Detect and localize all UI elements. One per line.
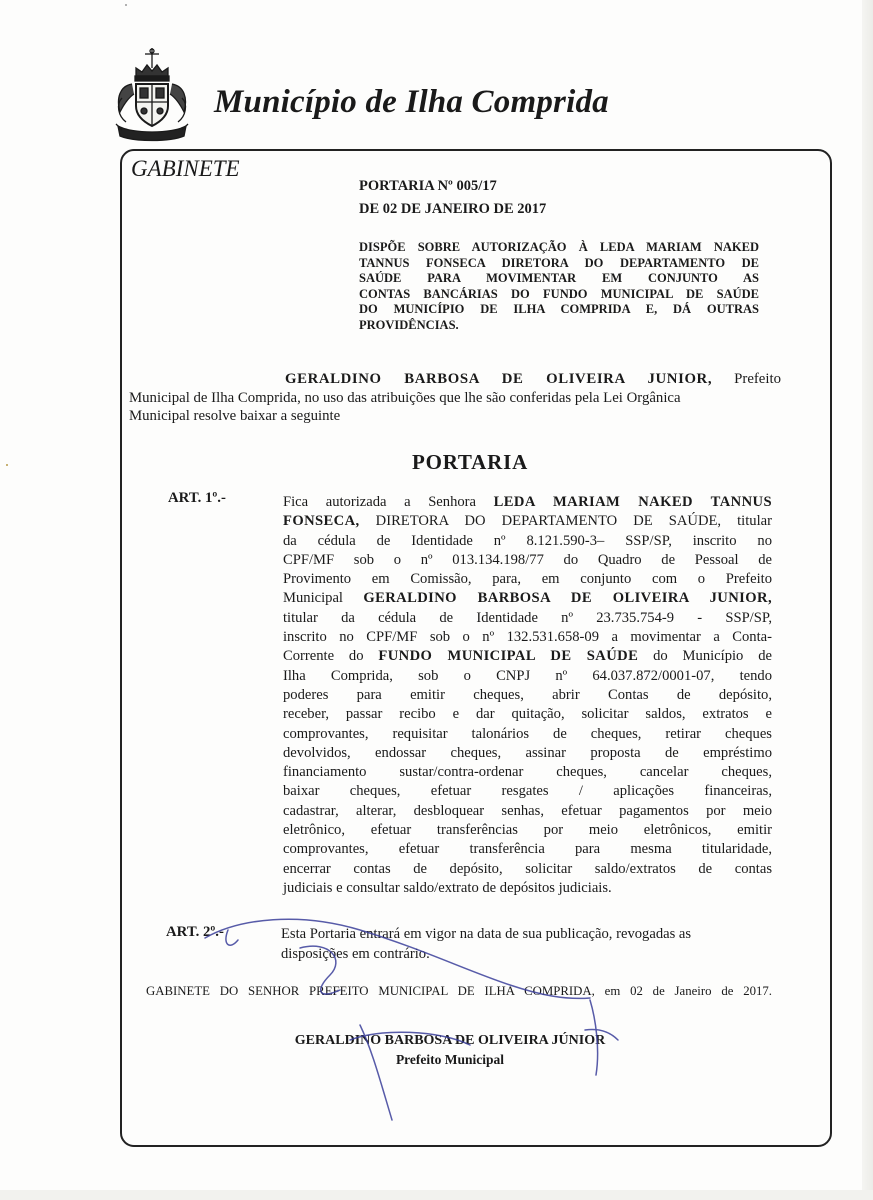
mayor-title: Prefeito xyxy=(734,371,781,387)
article-2-body xyxy=(281,925,771,964)
article-line: CPF/MF sob o nº 013.134.198/77 do Quadro de Pessoal de xyxy=(283,551,772,568)
ementa-line: DO MUNICÍPIO DE ILHA COMPRIDA E, DÁ OUTRAS xyxy=(359,302,759,316)
article-text: Municipal xyxy=(283,590,343,607)
intro-line: Municipal de Ilha Comprida, no uso das atribuições que lhe são conferidas pela Lei Orgânica xyxy=(129,389,681,406)
article-line: receber, passar recibo e dar quitação, solicitar saldos, extratos e xyxy=(283,706,772,723)
article-line: inscrito no CPF/MF sob o nº 132.531.658-09 a movimentar a Conta- xyxy=(283,629,772,646)
article-line: titular da cédula de Identidade nº 23.735.754-9 - SSP/SP, xyxy=(283,609,772,626)
ementa-line: TANNUS FONSECA DIRETORA DO DEPARTAMENTO DE xyxy=(359,255,759,270)
article-text: do Município de xyxy=(653,648,772,665)
scan-bottom-edge xyxy=(0,1190,873,1200)
article-line: disposições em contrário. xyxy=(281,945,430,962)
scan-speck xyxy=(125,4,127,6)
article-text: Corrente do xyxy=(283,648,364,665)
signer-role: Prefeito Municipal xyxy=(395,1052,505,1067)
intro-line: Municipal resolve baixar a seguinte xyxy=(129,408,341,424)
article-line: encerrar contas de depósito, solicitar saldo/extratos de contas xyxy=(283,860,772,877)
section-label: GABINETE xyxy=(131,156,240,181)
article-1-label: ART. 1º.- xyxy=(168,490,226,506)
portaria-heading: PORTARIA xyxy=(411,450,529,474)
article-line xyxy=(283,589,772,608)
article-line: devolvidos, endossar cheques, assinar proposta de empréstimo xyxy=(283,744,772,761)
article-line xyxy=(283,512,772,531)
article-text: Fica autorizada a Senhora xyxy=(283,494,477,510)
fund-name: FUNDO MUNICIPAL DE SAÚDE xyxy=(378,648,639,665)
portaria-date: DE 02 DE JANEIRO DE 2017 xyxy=(359,201,547,217)
ementa-line: CONTAS BANCÁRIAS DO FUNDO MUNICIPAL DE SAÚDE xyxy=(359,286,759,301)
article-line: da cédula de Identidade nº 8.121.590-3– SSP/SP, inscrito no xyxy=(283,532,772,549)
scan-edge xyxy=(862,0,873,1200)
portaria-number: PORTARIA Nº 005/17 xyxy=(359,178,497,194)
article-2-label: ART. 2º.- xyxy=(166,924,224,940)
authorized-person-surname: FONSECA, xyxy=(283,513,360,530)
ementa-line: DISPÕE SOBRE AUTORIZAÇÃO À LEDA MARIAM NAKED xyxy=(359,240,759,254)
signer-name: GERALDINO BARBOSA DE OLIVEIRA JÚNIOR xyxy=(294,1033,606,1048)
article-line xyxy=(283,493,772,512)
article-line: Ilha Comprida, sob o CNPJ nº 64.037.872/0001-07, tendo xyxy=(283,667,772,684)
article-line: comprovantes, requisitar talonários de cheques, retirar cheques xyxy=(283,725,772,742)
municipality-title: Município de Ilha Comprida xyxy=(214,84,609,120)
article-line: eletrônico, efetuar transferências por meio eletrônicos, emitir xyxy=(283,822,772,839)
article-line: judiciais e consultar saldo/extrato de depósitos judiciais. xyxy=(283,879,612,896)
article-text: DIRETORA DO DEPARTAMENTO DE SAÚDE, titular xyxy=(375,513,772,530)
ementa-line: SAÚDE PARA MOVIMENTAR EM CONJUNTO AS xyxy=(359,271,759,285)
municipal-coat-of-arms-icon xyxy=(112,46,192,142)
authorized-person: LEDA MARIAM NAKED TANNUS xyxy=(493,494,772,510)
article-line: Provimento em Comissão, para, em conjunto com o Prefeito xyxy=(283,571,772,588)
article-line: cadastrar, alterar, desbloquear senhas, efetuar pagamentos por meio xyxy=(283,802,772,819)
article-line: comprovantes, efetuar transferência para mesma titularidade, xyxy=(283,841,772,858)
intro-line xyxy=(129,370,781,389)
ementa xyxy=(359,240,759,333)
article-line: financiamento sustar/contra-ordenar cheques, cancelar cheques, xyxy=(283,764,772,781)
article-line: poderes para emitir cheques, abrir Contas de depósito, xyxy=(283,686,772,703)
mayor-name: GERALDINO BARBOSA DE OLIVEIRA JUNIOR, xyxy=(285,371,713,387)
article-line: baixar cheques, efetuar resgates / aplicações financeiras, xyxy=(283,783,772,800)
ementa-line: PROVIDÊNCIAS. xyxy=(359,317,459,332)
article-line xyxy=(283,647,772,666)
closing-line: GABINETE DO SENHOR PREFEITO MUNICIPAL DE ILHA COMPRIDA, em 02 de Janeiro de 2017. xyxy=(146,984,772,998)
intro-paragraph xyxy=(129,370,781,426)
article-line: Esta Portaria entrará em vigor na data de sua publicação, revogadas as xyxy=(281,926,692,942)
article-1-body xyxy=(283,493,772,898)
mayor-name: GERALDINO BARBOSA DE OLIVEIRA JUNIOR, xyxy=(363,590,772,607)
